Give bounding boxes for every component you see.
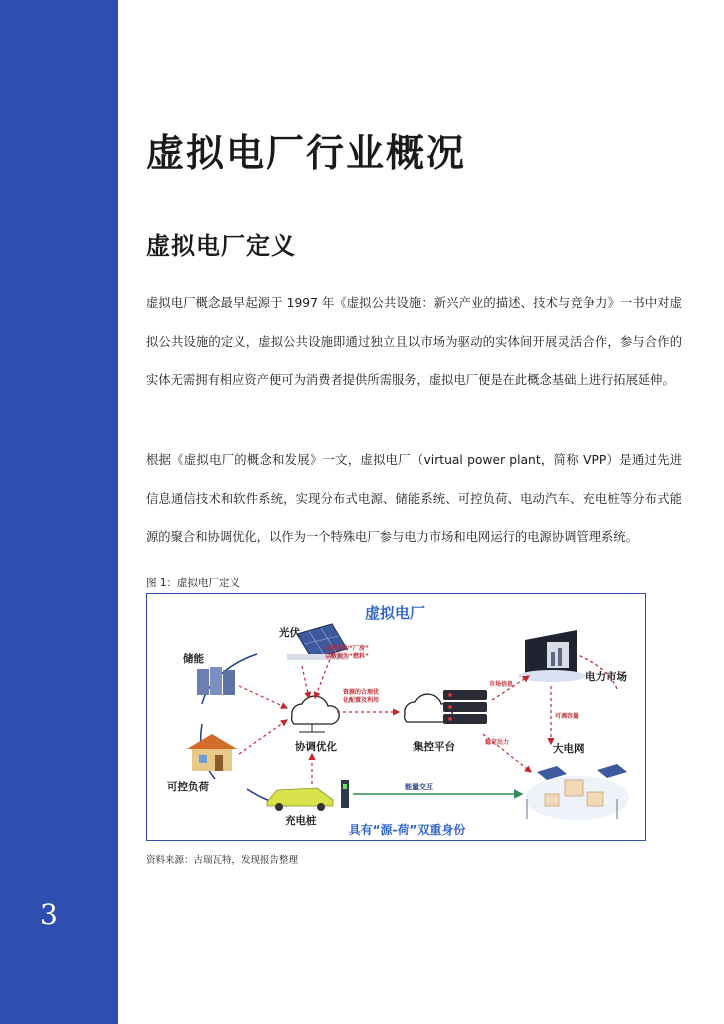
label-charging-pile: 充电桩 [285, 815, 317, 827]
left-sidebar [0, 0, 118, 1024]
figure-caption: 图 1：虚拟电厂定义 [146, 577, 241, 589]
vpp-definition-figure [146, 593, 646, 841]
paragraph-1: 虚拟电厂概念最早起源于 1997 年《虚拟公共设施：新兴产业的描述、技术与竞争力》一书中对虚拟公共设施的定义，虚拟公共设施即通过独立且以市场为驱动的实体间开展灵活合作，参与合作的实体无需拥有相应资产便可为消费者提供所需服务，虚拟电厂便是在此概念基础上进行拓展延伸。 [146, 296, 682, 387]
figure-banner: 虚拟电厂 [364, 604, 426, 622]
label-controllable-load: 可控负荷 [167, 781, 209, 793]
annotation-resource-optimize: 资源的合理优 [343, 689, 380, 696]
storage-icon [197, 667, 235, 695]
vpp-diagram [147, 594, 644, 839]
annotation-energy-exchange: 能量交互 [405, 783, 433, 791]
page-number: 3 [40, 898, 58, 931]
annotation-data-fuel: 以数据为“燃料” [325, 653, 369, 660]
power-market-icon [518, 630, 586, 682]
paragraph-2: 根据《虚拟电厂的概念和发展》一文，虚拟电厂（virtual power plant，简称 VPP）是通过先进信息通信技术和软件系统，实现分布式电源、储能系统、可控负荷、电动汽车、充电桩等分布式能源的聚合和协调优化，以作为一个特殊电厂参与电力市场和电网运行的电源协调管理系统。 [146, 453, 682, 544]
figure-source: 资料来源：古瑞瓦特，发现报告整理 [146, 855, 299, 866]
section-heading: 虚拟电厂定义 [146, 232, 296, 260]
house-icon [187, 734, 237, 771]
label-storage: 储能 [183, 653, 204, 665]
annotation-market-info: 市场信息 [489, 681, 514, 688]
footer-slogan: 具有“源-荷”双重身份 [348, 823, 466, 837]
ev-car-icon [267, 788, 333, 811]
label-coordination: 协调优化 [295, 741, 337, 753]
annotation-resource-allocation: 化配置及利用 [343, 697, 380, 704]
annotation-dispatchable-capacity: 可调容量 [555, 713, 580, 720]
cloud-icon [292, 696, 340, 732]
label-central-platform: 集控平台 [413, 741, 455, 753]
annotation-internet-factory: 互联网为“厂房” [325, 645, 369, 652]
page-title: 虚拟电厂行业概况 [146, 131, 467, 175]
label-solar: 光伏 [279, 627, 300, 639]
grid-icon [525, 764, 629, 820]
annotation-stable-output: 稳定出力 [485, 739, 510, 746]
label-grid: 大电网 [553, 743, 585, 755]
server-rack-icon [443, 690, 487, 724]
label-power-market: 电力市场 [585, 671, 627, 683]
charging-pile-icon [341, 780, 349, 808]
